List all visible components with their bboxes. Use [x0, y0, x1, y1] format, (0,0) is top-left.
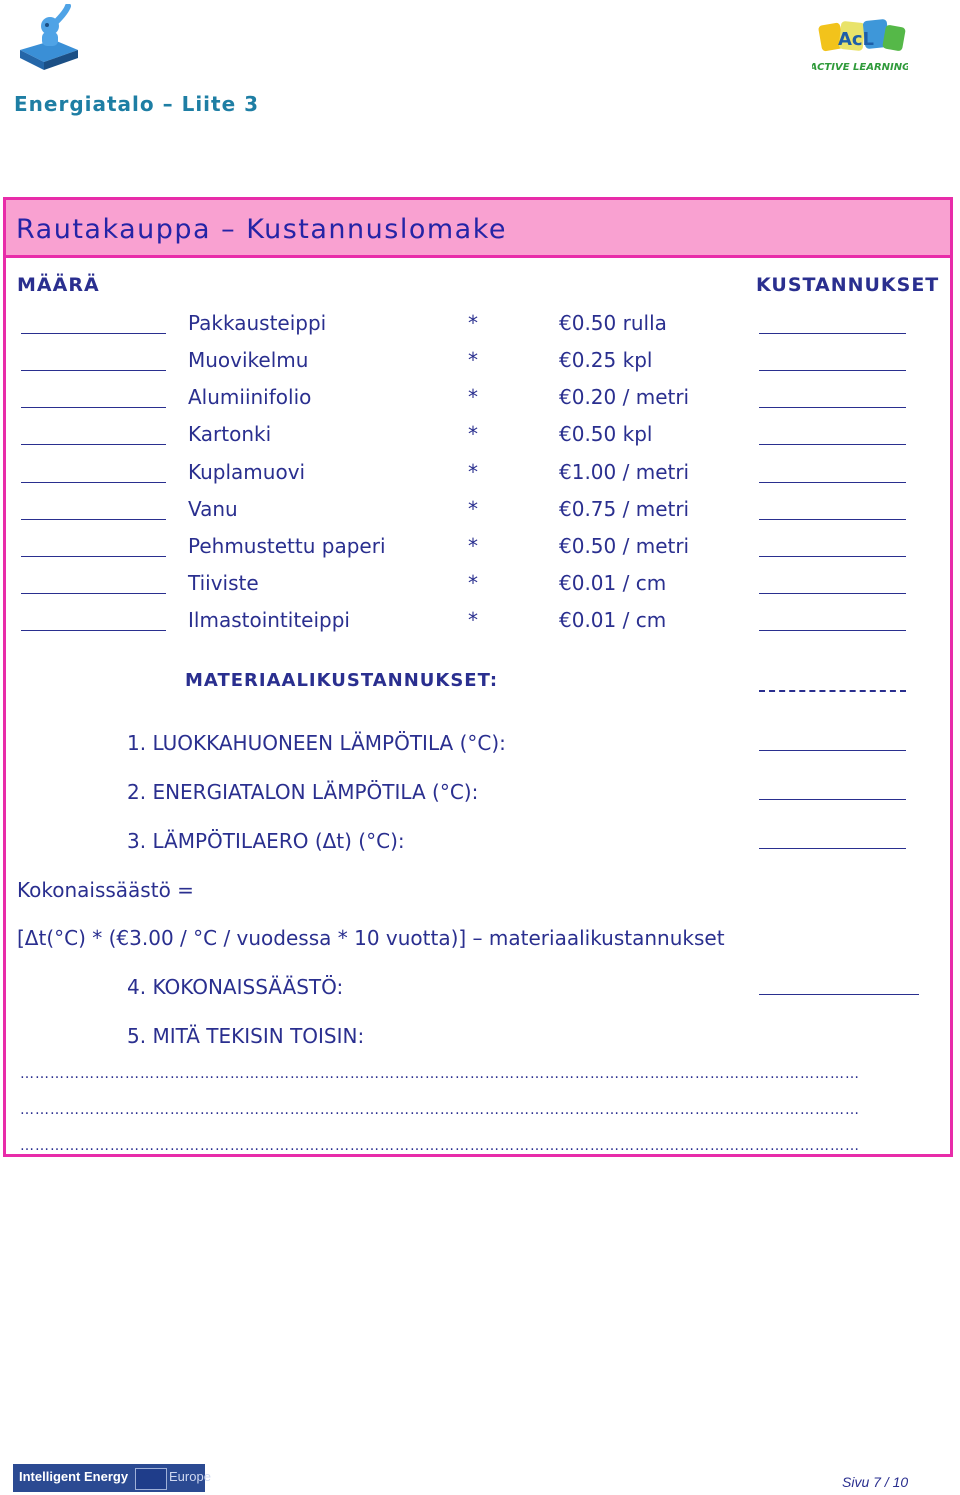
cost-blank[interactable] — [759, 593, 906, 594]
page-number: Sivu 7 / 10 — [842, 1474, 909, 1490]
document-header-title: Energiatalo – Liite 3 — [14, 92, 260, 116]
item-name: Pakkausteippi — [188, 311, 327, 335]
item-name: Muovikelmu — [188, 348, 309, 372]
item-row — [6, 348, 950, 378]
answer-4-blank[interactable] — [759, 994, 919, 995]
item-price: €0.20 / metri — [559, 385, 690, 409]
item-name: Vanu — [188, 497, 238, 521]
item-row — [6, 422, 950, 452]
material-costs-blank[interactable] — [759, 690, 906, 692]
quantity-blank[interactable] — [21, 519, 166, 520]
multiply-sign: * — [468, 497, 478, 521]
answer-2-blank[interactable] — [759, 799, 906, 800]
savings-formula: [Δt(°C) * (€3.00 / °C / vuodessa * 10 vuotta)] – materiaalikustannukset — [17, 926, 725, 950]
answer-5-line[interactable]: …………………………………………………………………………………………………………………………………………………… — [20, 1066, 860, 1082]
item-price: €0.50 rulla — [559, 311, 667, 335]
answer-3-blank[interactable] — [759, 848, 906, 849]
item-name: Pehmustettu paperi — [188, 534, 386, 558]
item-row — [6, 385, 950, 415]
multiply-sign: * — [468, 422, 478, 446]
question-4: 4. KOKONAISSÄÄSTÖ: — [127, 975, 344, 999]
item-row — [6, 534, 950, 564]
cost-blank[interactable] — [759, 370, 906, 371]
logo-letters: AcL — [837, 29, 875, 50]
multiply-sign: * — [468, 348, 478, 372]
item-row — [6, 497, 950, 527]
cost-blank[interactable] — [759, 556, 906, 557]
intelligent-energy-logo — [13, 1464, 211, 1492]
multiply-sign: * — [468, 571, 478, 595]
savings-label: Kokonaissäästö = — [17, 878, 194, 902]
multiply-sign: * — [468, 311, 478, 335]
multiply-sign: * — [468, 460, 478, 484]
question-2: 2. ENERGIATALON LÄMPÖTILA (°C): — [127, 780, 479, 804]
quantity-blank[interactable] — [21, 630, 166, 631]
item-name: Ilmastointiteippi — [188, 608, 350, 632]
multiply-sign: * — [468, 385, 478, 409]
material-costs-label: MATERIAALIKUSTANNUKSET: — [185, 670, 499, 691]
item-row — [6, 460, 950, 490]
quantity-column-header: MÄÄRÄ — [17, 274, 100, 296]
logo-caption: ACTIVE LEARNING — [812, 62, 908, 73]
active-learning-logo-icon — [812, 18, 908, 80]
multiply-sign: * — [468, 534, 478, 558]
cost-blank[interactable] — [759, 630, 906, 631]
cost-blank[interactable] — [759, 407, 906, 408]
cost-blank[interactable] — [759, 444, 906, 445]
footer-logo-region: Europe — [169, 1469, 211, 1484]
cost-blank[interactable] — [759, 519, 906, 520]
cost-blank[interactable] — [759, 482, 906, 483]
quantity-blank[interactable] — [21, 333, 166, 334]
question-5: 5. MITÄ TEKISIN TOISIN: — [127, 1024, 365, 1048]
footer-logo-text: Intelligent Energy — [19, 1469, 129, 1484]
form-title: Rautakauppa – Kustannuslomake — [16, 214, 507, 245]
mascot-logo-icon — [14, 4, 84, 74]
quantity-blank[interactable] — [21, 370, 166, 371]
item-price: €0.01 / cm — [559, 608, 667, 632]
item-name: Kuplamuovi — [188, 460, 306, 484]
answer-1-blank[interactable] — [759, 750, 906, 751]
cost-form — [3, 197, 953, 1157]
quantity-blank[interactable] — [21, 444, 166, 445]
item-name: Alumiinifolio — [188, 385, 312, 409]
item-price: €0.50 kpl — [559, 422, 653, 446]
item-row — [6, 311, 950, 341]
quantity-blank[interactable] — [21, 593, 166, 594]
question-1: 1. LUOKKAHUONEEN LÄMPÖTILA (°C): — [127, 731, 506, 755]
item-name: Kartonki — [188, 422, 272, 446]
costs-column-header: KUSTANNUKSET — [756, 274, 940, 296]
item-row — [6, 608, 950, 638]
item-price: €0.50 / metri — [559, 534, 690, 558]
eu-flag-icon — [135, 1468, 167, 1490]
form-title-bar — [6, 200, 950, 258]
item-price: €0.01 / cm — [559, 571, 667, 595]
quantity-blank[interactable] — [21, 407, 166, 408]
answer-5-line[interactable]: …………………………………………………………………………………………………………………………………………………… — [20, 1138, 860, 1154]
quantity-blank[interactable] — [21, 482, 166, 483]
cost-blank[interactable] — [759, 333, 906, 334]
item-price: €0.25 kpl — [559, 348, 653, 372]
answer-5-line[interactable]: …………………………………………………………………………………………………………………………………………………… — [20, 1102, 860, 1118]
item-row — [6, 571, 950, 601]
question-3: 3. LÄMPÖTILAERO (Δt) (°C): — [127, 829, 405, 853]
item-price: €1.00 / metri — [559, 460, 690, 484]
item-price: €0.75 / metri — [559, 497, 690, 521]
quantity-blank[interactable] — [21, 556, 166, 557]
multiply-sign: * — [468, 608, 478, 632]
item-name: Tiiviste — [188, 571, 259, 595]
